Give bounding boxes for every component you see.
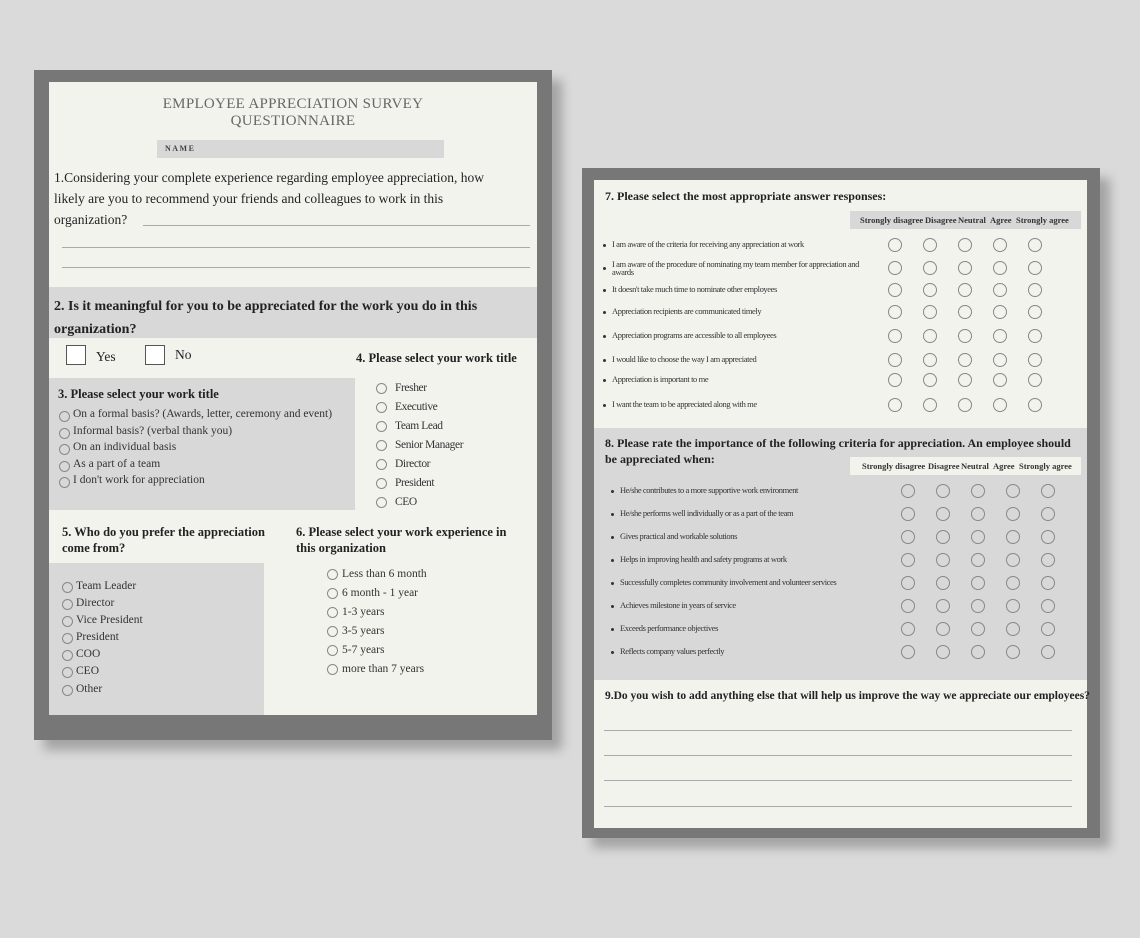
bullet [603,244,606,247]
q6-radio[interactable] [327,588,338,599]
q8-item: Successfully completes community involvement and volunteer services [620,577,837,587]
q5-option: Team Leader [76,580,137,592]
q8-radio[interactable] [901,576,915,590]
bullet [611,651,614,654]
q6-title: 6. Please select your work experience in [296,525,507,539]
q8-radio[interactable] [936,576,950,590]
q7-radio[interactable] [958,305,972,319]
q8-title: 8. Please rate the importance of the following criteria for appreciation. An employee should [605,436,1071,450]
q2-text: organization? [54,322,137,337]
q8-radio[interactable] [1006,484,1020,498]
q6-option: 1-3 years [342,606,385,618]
q8-item: Achieves milestone in years of service [620,600,736,610]
q7-radio[interactable] [923,283,937,297]
q8-radio[interactable] [1041,645,1055,659]
q8-item: Helps in improving health and safety programs at work [620,554,787,564]
q7-radio[interactable] [888,305,902,319]
q6-radio[interactable] [327,607,338,618]
q7-radio[interactable] [958,261,972,275]
bullet [611,513,614,516]
q6-radio[interactable] [327,664,338,675]
bullet [603,289,606,292]
q7-radio[interactable] [993,373,1007,387]
q7-radio[interactable] [923,238,937,252]
q8-radio[interactable] [901,484,915,498]
q7-radio[interactable] [1028,398,1042,412]
q6-option: Less than 6 month [342,568,427,580]
q8-radio[interactable] [901,622,915,636]
q4-option: Team Lead [395,420,443,432]
q8-radio[interactable] [971,576,985,590]
q7-radio[interactable] [993,398,1007,412]
q4-radio[interactable] [376,459,387,470]
bullet [603,335,606,338]
q8-radio[interactable] [1006,576,1020,590]
q7-radio[interactable] [923,329,937,343]
q3-radio[interactable] [59,477,70,488]
bullet [611,605,614,608]
q8-radio[interactable] [1041,484,1055,498]
q8-radio[interactable] [901,507,915,521]
q7-item: I am aware of the criteria for receiving any appreciation at work [612,239,804,249]
q7-radio[interactable] [923,305,937,319]
q8-radio[interactable] [936,530,950,544]
no-label: No [175,347,192,362]
q8-radio[interactable] [971,530,985,544]
q4-radio[interactable] [376,402,387,413]
q3-radio[interactable] [59,428,70,439]
survey-title: EMPLOYEE APPRECIATION SURVEY [162,96,424,112]
q8-item: Gives practical and workable solutions [620,531,737,541]
q7-radio[interactable] [888,353,902,367]
q8-radio[interactable] [971,507,985,521]
name-field[interactable] [157,140,444,158]
q1-text: 1.Considering your complete experience regarding employee appreciation, how [54,170,484,185]
q7-radio[interactable] [993,261,1007,275]
q1-answer-line[interactable] [62,267,530,268]
q8-radio[interactable] [971,553,985,567]
q3-option: Informal basis? (verbal thank you) [73,425,233,437]
q8-radio[interactable] [1006,622,1020,636]
scale-label: Disagree [928,461,960,471]
q3-option: On an individual basis [73,441,177,453]
q1-answer-line[interactable] [62,247,530,248]
q8-radio[interactable] [971,484,985,498]
q7-radio[interactable] [888,261,902,275]
q8-radio[interactable] [936,645,950,659]
scale-label: Strongly agree [1016,215,1069,225]
q9-answer-line[interactable] [604,730,1072,731]
q8-item: Exceeds performance objectives [620,623,718,633]
q7-radio[interactable] [1028,373,1042,387]
bullet [611,559,614,562]
bullet [611,536,614,539]
bullet [611,490,614,493]
q7-item: Appreciation programs are accessible to all employees [612,330,777,340]
q7-radio[interactable] [958,353,972,367]
q8-radio[interactable] [971,599,985,613]
q8-radio[interactable] [901,599,915,613]
q7-item: Appreciation is important to me [612,374,709,384]
q7-radio[interactable] [958,329,972,343]
q5-option: Vice President [76,614,143,626]
q7-radio[interactable] [993,353,1007,367]
no-checkbox[interactable] [145,345,165,365]
q4-radio[interactable] [376,383,387,394]
q7-radio[interactable] [888,329,902,343]
q7-radio[interactable] [923,261,937,275]
q4-radio[interactable] [376,440,387,451]
scale-label: Agree [993,461,1015,471]
q7-radio[interactable] [993,283,1007,297]
q8-radio[interactable] [1006,553,1020,567]
q8-radio[interactable] [1006,599,1020,613]
scale-label: Strongly disagree [860,215,924,225]
q7-item: I am aware of the procedure of nominating my team member for appreciation and awards [612,259,859,277]
q7-radio[interactable] [958,398,972,412]
q5-title: 5. Who do you prefer the appreciation [62,525,265,539]
q4-option: Senior Manager [395,439,464,451]
scale-label: Strongly disagree [862,461,926,471]
q6-option: 6 month - 1 year [342,587,419,599]
yes-checkbox[interactable] [66,345,86,365]
bullet [603,359,606,362]
q9-answer-line[interactable] [604,755,1072,756]
q8-item: He/she contributes to a more supportive work environment [620,485,799,495]
q8-radio[interactable] [936,553,950,567]
q7-radio[interactable] [923,373,937,387]
q7-title: 7. Please select the most appropriate answer responses: [605,189,887,203]
q5-radio[interactable] [62,582,73,593]
q6-option: more than 7 years [342,663,425,675]
q8-radio[interactable] [936,622,950,636]
q5-radio[interactable] [62,650,73,661]
q6-radio[interactable] [327,645,338,656]
q6-title: this organization [296,541,386,555]
q3-title: 3. Please select your work title [58,387,219,401]
q8-radio[interactable] [936,599,950,613]
q1-text: likely are you to recommend your friends and colleagues to work in this [54,191,444,206]
bullet [603,379,606,382]
q8-radio[interactable] [936,484,950,498]
q7-radio[interactable] [888,283,902,297]
q7-radio[interactable] [923,353,937,367]
q7-radio[interactable] [1028,329,1042,343]
q3-radio[interactable] [59,461,70,472]
q3-radio[interactable] [59,444,70,455]
scale-label: Strongly agree [1019,461,1072,471]
q7-item: Appreciation recipients are communicated timely [612,306,762,316]
q3-option: On a formal basis? (Awards, letter, ceremony and event) [73,408,333,420]
q5-radio[interactable] [62,599,73,610]
q7-radio[interactable] [1028,238,1042,252]
q1-answer-line[interactable] [143,225,530,226]
scale-label: Neutral [958,215,986,225]
q8-radio[interactable] [971,645,985,659]
q8-radio[interactable] [901,645,915,659]
q8-radio[interactable] [901,530,915,544]
q5-option: Director [76,597,115,609]
q8-radio[interactable] [1041,507,1055,521]
q7-radio[interactable] [888,238,902,252]
q8-radio[interactable] [1041,553,1055,567]
bullet [603,404,606,407]
q5-radio[interactable] [62,633,73,644]
q3-radio[interactable] [59,411,70,422]
q8-item: Reflects company values perfectly [620,646,725,656]
q4-title: 4. Please select your work title [356,351,517,365]
q4-option: Executive [395,401,438,413]
q7-item: I want the team to be appreciated along with me [612,399,757,409]
q8-radio[interactable] [1041,622,1055,636]
scale-label: Disagree [925,215,957,225]
q7-radio[interactable] [993,238,1007,252]
q8-radio[interactable] [901,553,915,567]
bullet [611,628,614,631]
name-label: NAME [165,144,196,153]
q7-radio[interactable] [923,398,937,412]
q4-option: Director [395,458,431,470]
survey-title-2: QUESTIONNAIRE [230,113,356,129]
q1-text: organization? [54,212,128,227]
q8-radio[interactable] [1006,507,1020,521]
bullet [603,267,606,270]
q5-radio[interactable] [62,685,73,696]
q4-option: CEO [395,496,417,508]
q7-radio[interactable] [958,373,972,387]
q4-radio[interactable] [376,497,387,508]
q7-radio[interactable] [1028,261,1042,275]
q7-radio[interactable] [1028,283,1042,297]
q8-radio[interactable] [1041,599,1055,613]
q5-radio[interactable] [62,667,73,678]
q7-radio[interactable] [958,283,972,297]
q5-option: CEO [76,665,99,677]
q4-option: Fresher [395,382,427,394]
q6-radio[interactable] [327,569,338,580]
bullet [611,582,614,585]
q8-title: be appreciated when: [605,452,715,466]
q6-option: 3-5 years [342,625,385,637]
q4-radio[interactable] [376,478,387,489]
q7-radio[interactable] [993,305,1007,319]
q7-radio[interactable] [1028,305,1042,319]
q8-radio[interactable] [1041,530,1055,544]
q2-text: 2. Is it meaningful for you to be appreciated for the work you do in this [54,299,478,314]
yes-label: Yes [96,349,116,364]
q7-radio[interactable] [958,238,972,252]
q6-option: 5-7 years [342,644,385,656]
bullet [603,311,606,314]
q7-radio[interactable] [888,398,902,412]
q5-title: come from? [62,541,126,555]
q5-option: COO [76,648,101,660]
q8-item: He/she performs well individually or as a part of the team [620,508,794,518]
q8-radio[interactable] [971,622,985,636]
q8-radio[interactable] [936,507,950,521]
q5-option: Other [76,683,103,695]
q3-option: I don't work for appreciation [73,474,205,486]
q7-item: I would like to choose the way I am appreciated [612,354,757,364]
scale-label: Neutral [961,461,989,471]
q7-radio[interactable] [888,373,902,387]
q8-radio[interactable] [1006,645,1020,659]
q9-title: 9.Do you wish to add anything else that will help us improve the way we appreciate our employees? [605,690,1090,702]
q8-radio[interactable] [1041,576,1055,590]
q4-option: President [395,477,435,489]
q5-radio[interactable] [62,616,73,627]
q9-answer-line[interactable] [604,806,1072,807]
q7-radio[interactable] [1028,353,1042,367]
q7-item: It doesn't take much time to nominate other employees [612,284,777,294]
q8-radio[interactable] [1006,530,1020,544]
q3-option: As a part of a team [73,458,161,470]
q7-radio[interactable] [993,329,1007,343]
q5-option: President [76,631,119,643]
q6-radio[interactable] [327,626,338,637]
scale-label: Agree [990,215,1012,225]
q9-answer-line[interactable] [604,780,1072,781]
q4-radio[interactable] [376,421,387,432]
